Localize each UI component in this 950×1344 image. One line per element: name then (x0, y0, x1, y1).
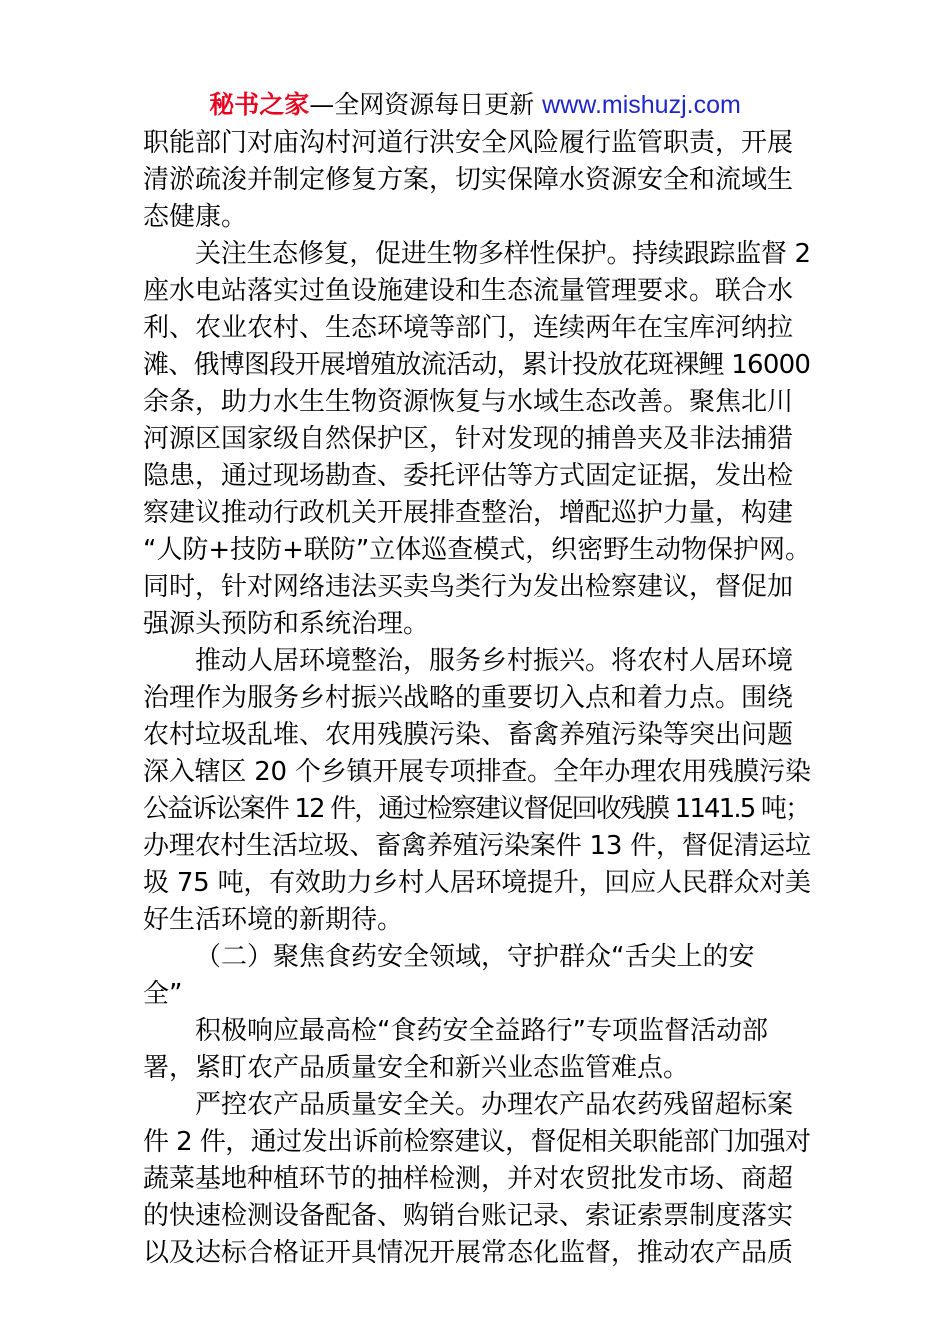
text-line: 余条，助力水生生物资源恢复与水域生态改善。聚焦北川 (143, 387, 794, 417)
text-line: 蔬菜基地种植环节的抽样检测，并对农贸批发市场、商超 (143, 1164, 794, 1194)
text-line: 同时，针对网络违法买卖鸟类行为发出检察建议，督促加 (143, 572, 794, 602)
text-line: （二）聚焦食药安全领域，守护群众“舌尖上的安 (195, 942, 755, 972)
text-line: 强源头预防和系统治理。 (143, 609, 430, 639)
text-line: 办理农村生活垃圾、畜禽养殖污染案件 13 件，督促清运垃 (143, 831, 811, 861)
text-line: 职能部门对庙沟村河道行洪安全风险履行监管职责，开展 (143, 128, 794, 158)
text-line: 以及达标合格证开具情况开展常态化监督，推动农产品质 (143, 1238, 794, 1268)
text-line: 件 2 件，通过发出诉前检察建议，督促相关职能部门加强对 (143, 1127, 811, 1157)
text-line: 深入辖区 20 个乡镇开展专项排查。全年办理农用残膜污染 (143, 757, 811, 787)
text-line: 的快速检测设备配备、购销台账记录、索证索票制度落实 (143, 1201, 794, 1231)
text-line: 清淤疏浚并制定修复方案，切实保障水资源安全和流域生 (143, 165, 794, 195)
text-line: 察建议推动行政机关开展排查整治，增配巡护力量，构建 (143, 498, 794, 528)
brand-name: 秘书之家 (209, 90, 310, 119)
text-line: 农村垃圾乱堆、农用残膜污染、畜禽养殖污染等突出问题 (143, 720, 794, 750)
header-tagline: —全网资源每日更新 (309, 90, 543, 119)
text-line: 利、农业农村、生态环境等部门，连续两年在宝库河纳拉 (143, 313, 794, 343)
site-url[interactable]: www.mishuzj.com (542, 91, 741, 119)
text-line: 严控农产品质量安全关。办理农产品农药残留超标案 (195, 1090, 794, 1120)
page-header (0, 88, 950, 122)
text-line: 滩、俄博图段开展增殖放流活动，累计投放花斑裸鲤 16000 (143, 350, 811, 380)
text-line: 关注生态修复，促进生物多样性保护。持续跟踪监督 2 (195, 239, 811, 269)
text-line: 座水电站落实过鱼设施建设和生态流量管理要求。联合水 (143, 276, 794, 306)
text-line: 圾 75 吨，有效助力乡村人居环境提升，回应人民群众对美 (143, 868, 811, 898)
document-body (143, 125, 811, 1272)
text-line: 治理作为服务乡村振兴战略的重要切入点和着力点。围绕 (143, 683, 794, 713)
text-line: 署，紧盯农产品质量安全和新兴业态监管难点。 (143, 1053, 690, 1083)
text-line: 好生活环境的新期待。 (143, 905, 404, 935)
text-line: 推动人居环境整治，服务乡村振兴。将农村人居环境 (195, 646, 794, 676)
text-line: 隐患，通过现场勘查、委托评估等方式固定证据，发出检 (143, 461, 794, 491)
text-line: “人防+技防+联防”立体巡查模式，织密野生动物保护网。 (143, 535, 811, 565)
text-line: 态健康。 (143, 202, 248, 232)
text-line: 河源区国家级自然保护区，针对发现的捕兽夹及非法捕猎 (143, 424, 794, 454)
text-line: 公益诉讼案件 12 件，通过检察建议督促回收残膜 1141.5 吨； (143, 794, 810, 824)
text-line: 积极响应最高检“食药安全益路行”专项监督活动部 (195, 1016, 768, 1046)
text-line: 全” (143, 979, 183, 1009)
